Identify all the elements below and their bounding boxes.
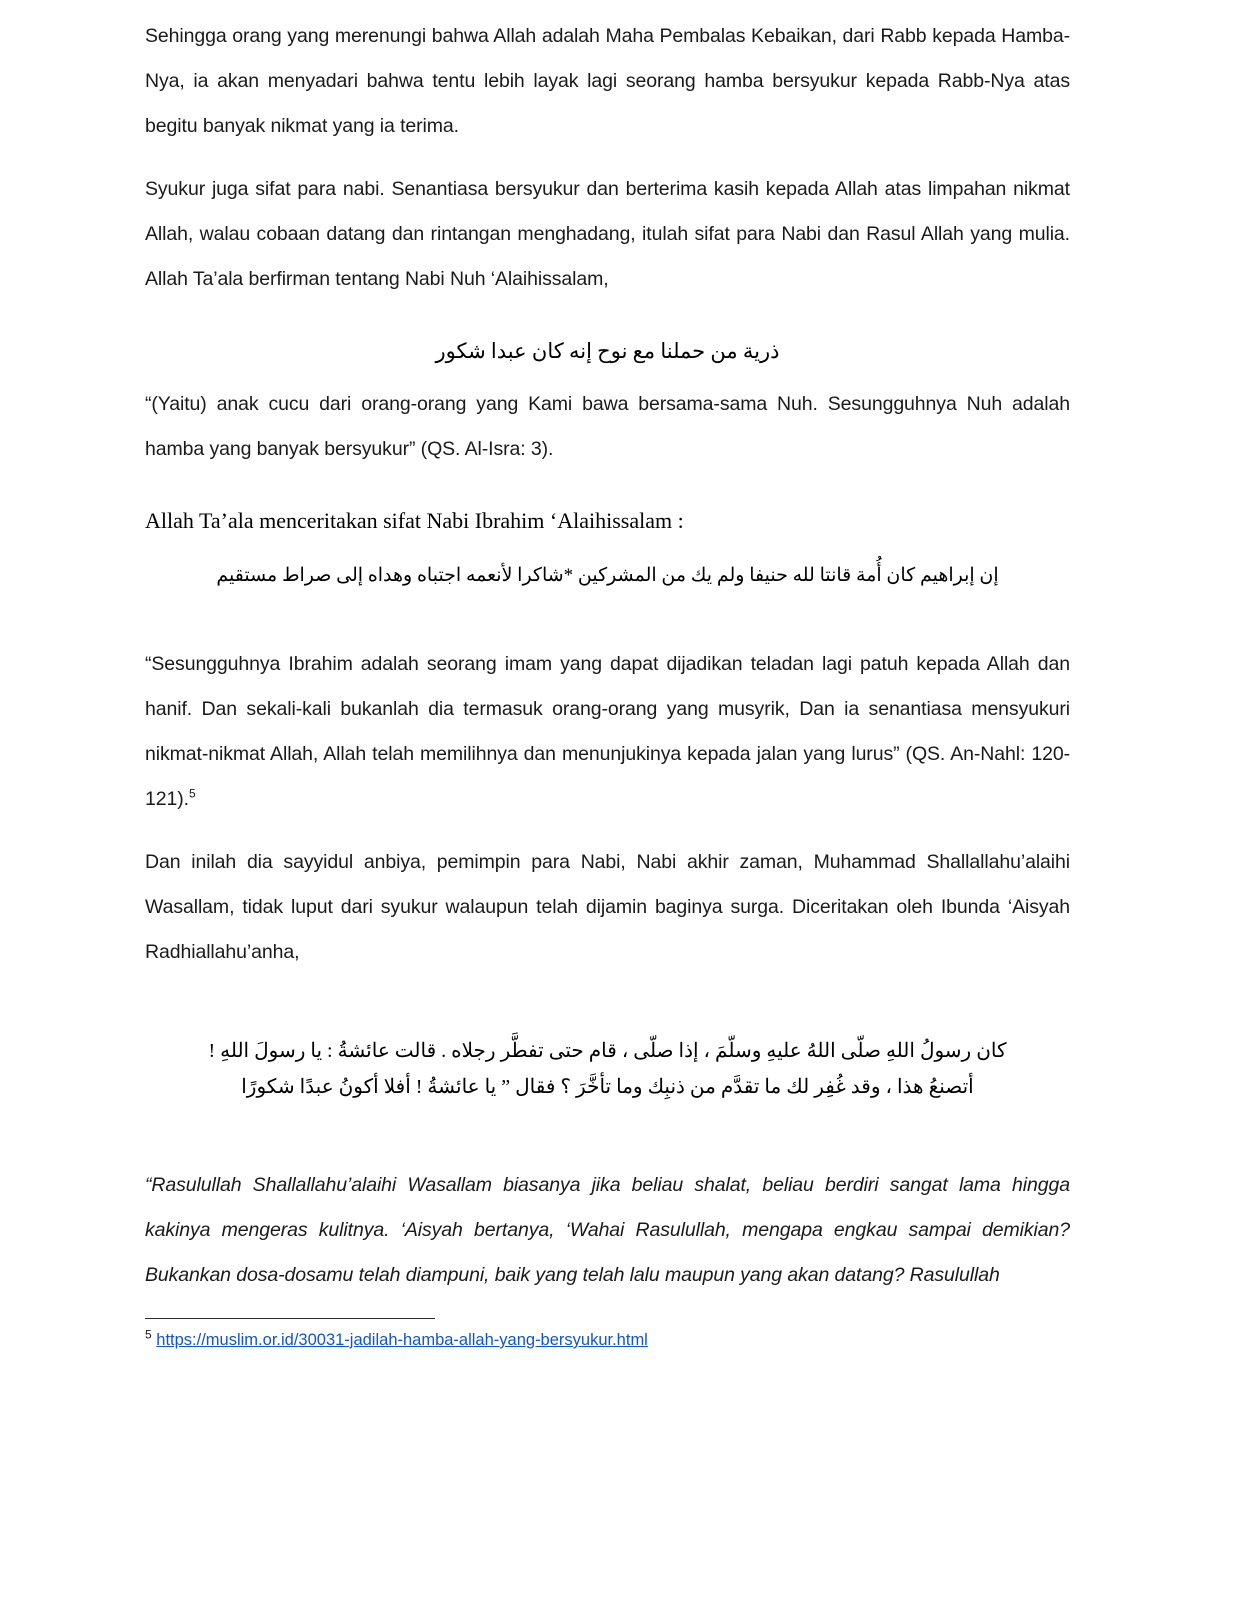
paragraph-3-translation-al-isra: “(Yaitu) anak cucu dari orang-orang yang Kami bawa bersama-sama Nuh. Sesungguhnya Nuh adalah hamba yang banyak bersyukur” (QS. Al-Isra: 3). — [145, 393, 1070, 460]
arabic-verse-al-isra: ذرية من حملنا مع نوح إنه كان عبدا شكور — [435, 339, 780, 363]
page-content — [145, 14, 1070, 1298]
footnote-section — [145, 1318, 1070, 1351]
spacer — [145, 546, 1070, 560]
paragraph-4-translation-an-nahl — [145, 642, 1070, 822]
arabic-verse-an-nahl: إن إبراهيم كان أُمة قانتا لله حنيفا ولم يك من المشركين *شاكرا لأنعمه اجتباه وهداه إلى صراط مستقيم — [216, 565, 999, 586]
paragraph-2: Syukur juga sifat para nabi. Senantiasa bersyukur dan berterima kasih kepada Allah atas limpahan nikmat Allah, walau cobaan datang dan rintangan menghadang, itulah sifat para Nabi dan Rasul Allah yang mulia. Allah Ta’ala berfirman tentang Nabi Nuh ‘Alaihissalam, — [145, 178, 1070, 290]
spacer — [145, 993, 1070, 1033]
spacer — [145, 320, 1070, 334]
spacer — [145, 602, 1070, 642]
heading-nabi-ibrahim: Allah Ta’ala menceritakan sifat Nabi Ibrahim ‘Alaihissalam : — [145, 508, 684, 533]
spacer — [145, 1105, 1070, 1163]
paragraph-5: Dan inilah dia sayyidul anbiya, pemimpin para Nabi, Nabi akhir zaman, Muhammad Shallallahu’alaihi Wasallam, tidak luput dari syukur walaupun telah dijamin baginya surga. Diceritakan oleh Ibunda ‘Aisyah Radhiallahu’anha, — [145, 851, 1070, 963]
footnote-separator-rule — [145, 1318, 435, 1319]
paragraph-4-text: “Sesungguhnya Ibrahim adalah seorang imam yang dapat dijadikan teladan lagi patuh kepada Allah dan hanif. Dan sekali-kali bukanlah dia termasuk orang-orang yang musyrik, Dan ia senantiasa mensyukuri nikmat-nikmat Allah, Allah telah memilihnya dan menunjukinya kepada jalan yang lurus” (QS. An-Nahl: 120-121). — [145, 653, 1070, 810]
footnote-link[interactable]: https://muslim.or.id/30031-jadilah-hamba-allah-yang-bersyukur.html — [156, 1331, 648, 1349]
footnote-reference-5[interactable]: 5 — [188, 786, 196, 801]
footnote-number: 5 — [145, 1327, 152, 1342]
paragraph-1: Sehingga orang yang merenungi bahwa Allah adalah Maha Pembalas Kebaikan, dari Rabb kepada Hamba-Nya, ia akan menyadari bahwa tentu lebih layak lagi seorang hamba bersyukur kepada Rabb-Nya atas begitu banyak nikmat yang ia terima. — [145, 25, 1070, 137]
arabic-hadith-aisyah: كان رسولُ اللهِ صلّى اللهُ عليهِ وسلّمَ ، إذا صلّى ، قام حتى تفطَّر رجلاه . قالت عائشةُ : يا رسولَ اللهِ ! أتصنعُ هذا ، وقد غُفِر لك ما تقدَّم من ذنبِك وما تأخَّرَ ؟ فقال ” يا عائشةُ ! أفلا أكونُ عبدًا شكورًا — [208, 1040, 1007, 1098]
paragraph-6-hadith-translation: “Rasulullah Shallallahu’alaihi Wasallam biasanya jika beliau shalat, beliau berdiri sangat lama hingga kakinya mengeras kulitnya. ‘Aisyah bertanya, ‘Wahai Rasulullah, mengapa engkau sampai demikian? Bukankan dosa-dosamu telah diampuni, baik yang telah lalu maupun yang akan datang? Rasulullah — [145, 1174, 1070, 1286]
footnote-item-5 — [145, 1329, 1070, 1351]
spacer — [145, 490, 1070, 504]
